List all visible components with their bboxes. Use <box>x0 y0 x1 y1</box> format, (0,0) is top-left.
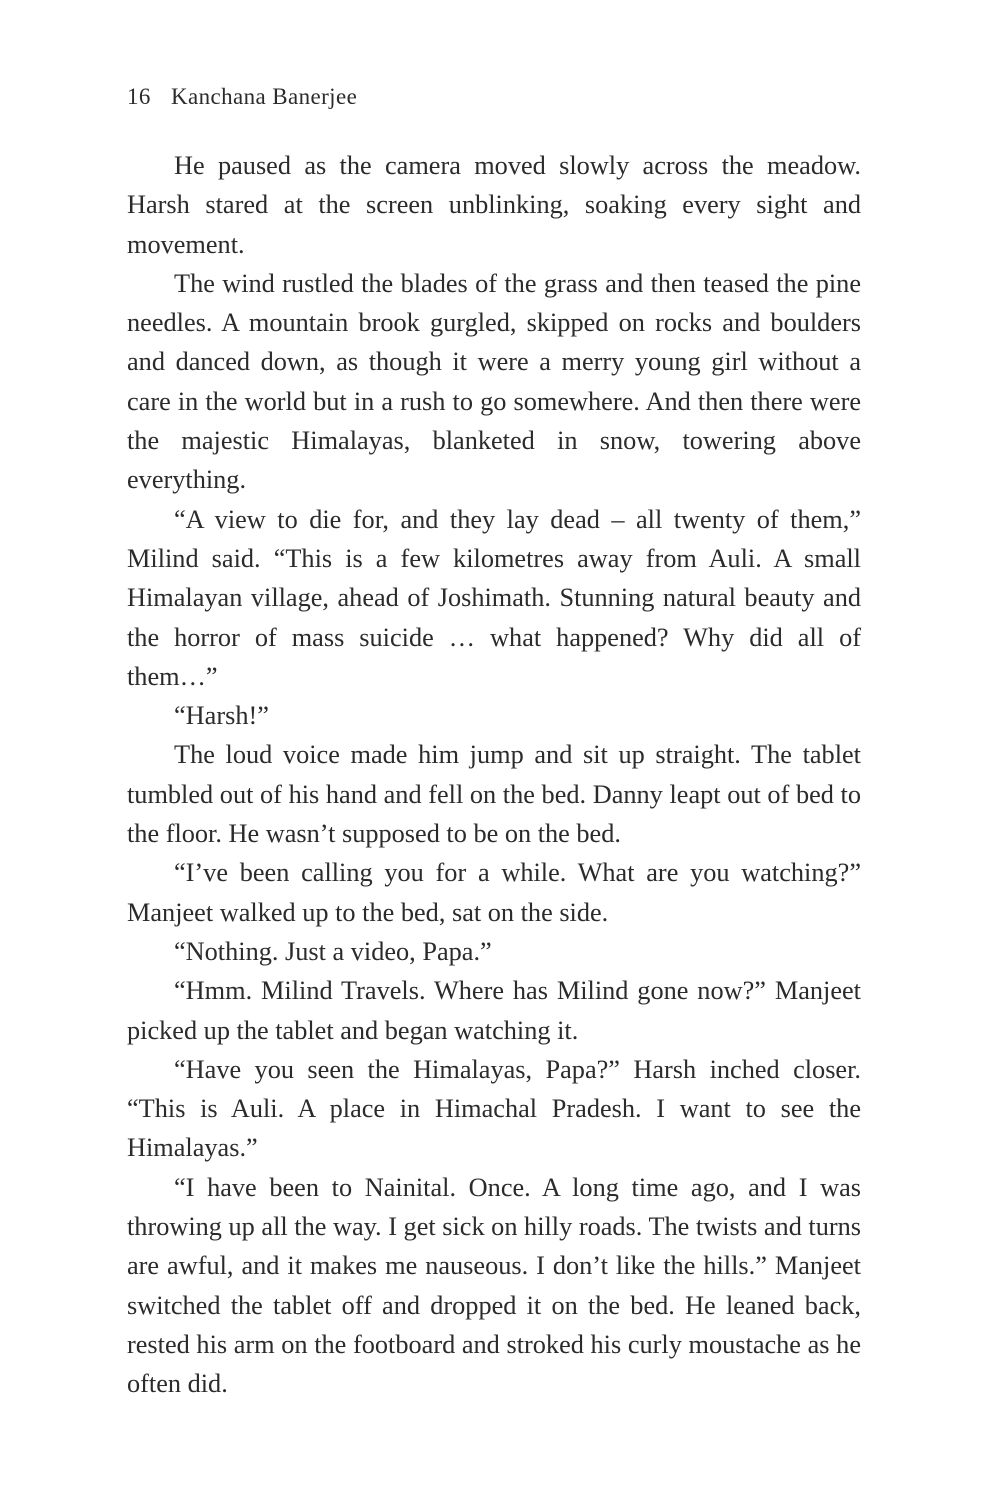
running-header-author: Kanchana Banerjee <box>170 84 358 109</box>
paragraph: “Harsh!” <box>174 701 269 731</box>
paragraph: “I’ve been calling you for a while. What are you watching?” Manjeet walked up to the bed, sat on the side. <box>127 858 861 927</box>
paragraph: “Nothing. Just a video, Papa.” <box>174 936 492 966</box>
paragraph: He paused as the camera moved slowly across the meadow. Harsh stared at the screen unblinking, soaking every sight and movement. <box>127 151 861 259</box>
page-number: 16 <box>127 84 151 109</box>
paragraph: The loud voice made him jump and sit up straight. The tablet tumbled out of his hand and fell on the bed. Danny leapt out of bed to the floor. He wasn’t supposed to be on the bed. <box>127 740 861 849</box>
running-header <box>127 84 357 110</box>
paragraph: “Hmm. Milind Travels. Where has Milind gone now?” Manjeet picked up the tablet and began watching it. <box>127 976 861 1045</box>
paragraph: “I have been to Nainital. Once. A long time ago, and I was throwing up all the way. I get sick on hilly roads. The twists and turns are awful, and it makes me nauseous. I don’t like the hills.” Manjeet switched the tablet off and dropped it on the bed. He leaned back, rested his arm on the footboard and stroked his curly moustache as he often did. <box>127 1172 862 1399</box>
body-text <box>127 146 861 1404</box>
paragraph: The wind rustled the blades of the grass and then teased the pine needles. A mountain brook gurgled, skipped on rocks and boulders and danced down, as though it were a merry young girl without a care in the world but in a rush to go somewhere. And then there were the majestic Himalayas, blanketed in snow, towering above everything. <box>127 268 861 495</box>
paragraph: “A view to die for, and they lay dead – all twenty of them,” Milind said. “This is a few kilometres away from Auli. A small Himalayan village, ahead of Joshimath. Stunning natural beauty and the horror of mass suicide … what happened? Why did all of them…” <box>127 504 861 691</box>
paragraph: “Have you seen the Himalayas, Papa?” Harsh inched closer. “This is Auli. A place in Himachal Pradesh. I want to see the Himalayas.” <box>127 1054 861 1163</box>
